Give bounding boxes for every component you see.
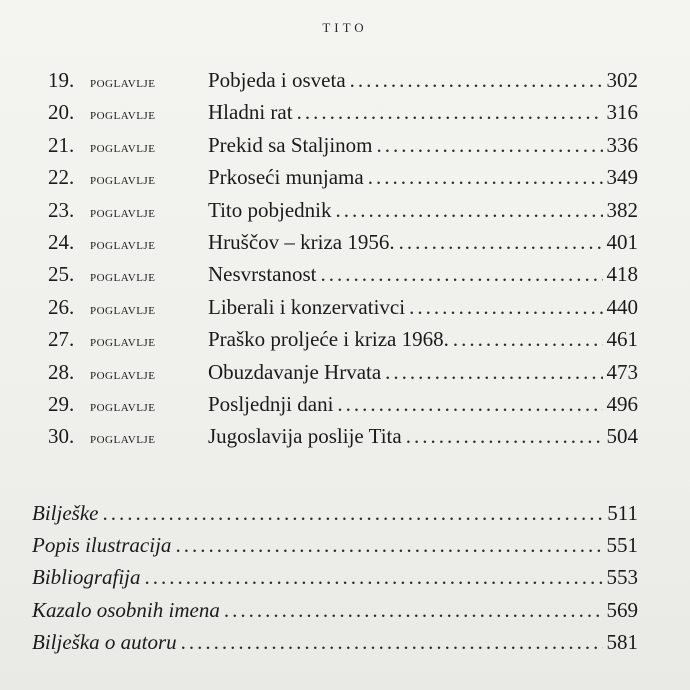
page-number: 504 — [606, 424, 638, 449]
chapter-title: Jugoslavija poslije Tita — [208, 424, 402, 449]
toc-chapter-row — [48, 420, 638, 452]
toc-chapter-row — [48, 323, 638, 355]
toc-chapter-row — [48, 194, 638, 226]
toc-backmatter-row — [32, 561, 638, 593]
chapter-title: Hruščov – kriza 1956. — [208, 229, 395, 254]
toc-backmatter-row — [32, 497, 638, 529]
chapter-number: 28. — [48, 359, 75, 384]
chapter-label: poglavlje — [90, 366, 156, 383]
chapter-title: Pobjeda i osveta — [208, 68, 346, 92]
page-number: 440 — [606, 294, 638, 319]
page-number: 336 — [606, 132, 638, 157]
chapter-number: 24. — [48, 229, 75, 254]
chapter-label: poglavlje — [90, 172, 156, 189]
chapter-label: poglavlje — [90, 75, 156, 91]
toc-chapter-row — [48, 96, 638, 128]
dot-leader — [181, 626, 603, 658]
page-number: 553 — [606, 565, 638, 590]
chapter-number: 25. — [48, 262, 75, 287]
dot-leader — [102, 497, 603, 529]
chapter-number: 19. — [48, 68, 75, 92]
page-number: 496 — [606, 391, 638, 416]
chapter-label: poglavlje — [90, 334, 156, 351]
chapter-number: 29. — [48, 391, 75, 416]
section-title: Bilješka o autoru — [32, 630, 177, 655]
toc-chapter-row — [48, 388, 638, 420]
page-number: 382 — [606, 197, 638, 222]
page-number: 473 — [606, 359, 638, 384]
chapter-title: Posljednji dani — [208, 391, 334, 416]
chapter-title: Obuzdavanje Hrvata — [208, 359, 382, 384]
chapter-label: poglavlje — [90, 204, 156, 221]
table-of-contents — [32, 64, 638, 659]
chapter-label: poglavlje — [90, 431, 156, 448]
dot-leader — [399, 226, 603, 258]
toc-chapter-row — [48, 258, 638, 290]
running-head: TITO — [322, 20, 368, 35]
page-number: 401 — [606, 229, 638, 254]
dot-leader — [297, 96, 603, 128]
chapter-label: poglavlje — [90, 236, 156, 253]
chapter-number: 26. — [48, 294, 75, 319]
section-title: Kazalo osobnih imena — [32, 597, 220, 622]
dot-leader — [337, 388, 602, 420]
dot-leader — [350, 64, 603, 96]
page-number: 316 — [606, 100, 638, 125]
dot-leader — [377, 129, 603, 161]
dot-leader — [336, 194, 603, 226]
chapter-title: Prekid sa Staljinom — [208, 132, 373, 157]
back-matter-list — [32, 497, 638, 659]
page-number: 569 — [606, 597, 638, 622]
page-number: 418 — [606, 262, 638, 287]
toc-backmatter-row — [32, 529, 638, 561]
chapter-number: 30. — [48, 424, 75, 449]
section-title: Bilješke — [32, 500, 99, 525]
page-number: 302 — [606, 68, 638, 92]
chapter-number: 22. — [48, 165, 75, 190]
chapter-number: 20. — [48, 100, 75, 125]
dot-leader — [409, 291, 602, 323]
chapter-label: poglavlje — [90, 107, 156, 124]
dot-leader — [145, 561, 603, 593]
page-number: 461 — [606, 327, 638, 352]
chapter-title: Prkoseći munjama — [208, 165, 364, 190]
page-number: 581 — [606, 630, 638, 655]
page-number: 349 — [606, 165, 638, 190]
toc-chapter-row — [48, 291, 638, 323]
toc-backmatter-row — [32, 626, 638, 658]
dot-leader — [368, 161, 603, 193]
chapter-label: poglavlje — [90, 269, 156, 286]
chapter-label: poglavlje — [90, 139, 156, 156]
chapter-number: 27. — [48, 327, 75, 352]
chapter-label: poglavlje — [90, 398, 156, 415]
toc-chapter-row — [48, 129, 638, 161]
chapter-number: 23. — [48, 197, 75, 222]
dot-leader — [453, 323, 603, 355]
toc-chapter-row — [48, 226, 638, 258]
chapter-title: Hladni rat — [208, 100, 293, 125]
dot-leader — [175, 529, 602, 561]
dot-leader — [224, 594, 603, 626]
page-number: 551 — [606, 533, 638, 558]
toc-chapter-row — [48, 356, 638, 388]
chapter-title: Praško proljeće i kriza 1968. — [208, 327, 449, 352]
section-title: Popis ilustracija — [32, 533, 172, 558]
toc-backmatter-row — [32, 594, 638, 626]
chapter-title: Nesvrstanost — [208, 262, 317, 287]
chapter-title: Tito pobjednik — [208, 197, 332, 222]
page-number: 511 — [607, 500, 638, 525]
dot-leader — [385, 356, 602, 388]
dot-leader — [321, 258, 603, 290]
chapter-list — [48, 64, 638, 453]
chapter-number: 21. — [48, 132, 75, 157]
chapter-title: Liberali i konzervativci — [208, 294, 406, 319]
chapter-label: poglavlje — [90, 301, 156, 318]
toc-chapter-row — [48, 64, 638, 96]
section-title: Bibliografija — [32, 565, 141, 590]
dot-leader — [406, 420, 603, 452]
toc-chapter-row — [48, 161, 638, 193]
